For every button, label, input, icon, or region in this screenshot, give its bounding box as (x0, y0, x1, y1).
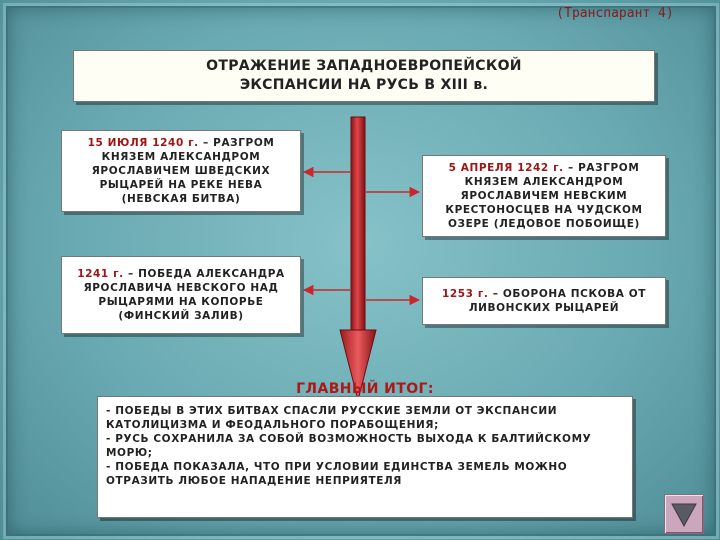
main-title-box (73, 50, 655, 102)
main-result-box (97, 381, 633, 518)
event-box-1253 (422, 277, 666, 325)
result-line: - ПОБЕДА ПОКАЗАЛА, ЧТО ПРИ УСЛОВИИ ЕДИНСТВА ЗЕМЕЛЬ МОЖНО (106, 461, 568, 473)
event-text-line: РЫЦАРЕЙ НА РЕКЕ НЕВА (99, 179, 263, 191)
event-text-line: ЯРОСЛАВИЧА НЕВСКОГО НАД (83, 282, 279, 294)
event-text-line: (НЕВСКАЯ БИТВА) (121, 193, 241, 205)
event-text-line: – РАЗГРОМ (203, 137, 275, 149)
event-text-line: РЫЦАРЯМИ НА КОПОРЬЕ (98, 296, 264, 308)
result-line: - ПОБЕДЫ В ЭТИХ БИТВАХ СПАСЛИ РУССКИЕ ЗЕМЛИ ОТ ЭКСПАНСИИ (106, 405, 558, 417)
title-line-2: ЭКСПАНСИИ НА РУСЬ В XIII в. (239, 77, 489, 93)
event-date: 1241 г. (77, 268, 124, 280)
event-box-1241 (61, 256, 301, 334)
result-line: ОТРАЗИТЬ ЛЮБОЕ НАПАДЕНИЕ НЕПРИЯТЕЛЯ (106, 475, 402, 487)
event-text-line: ЛИВОНСКИХ РЫЦАРЕЙ (468, 302, 620, 314)
timeline-arrow-shaft (351, 117, 365, 335)
event-text-line: КНЯЗЕМ АЛЕКСАНДРОМ (464, 176, 624, 188)
event-text-line: ЯРОСЛАВИЧЕМ НЕВСКИМ (460, 190, 628, 202)
event-box-1240 (61, 130, 301, 212)
event-date: 15 ИЮЛЯ 1240 г. (87, 137, 199, 149)
event-box-1242 (422, 155, 666, 237)
event-text-line: ЯРОСЛАВИЧЕМ ШВЕДСКИХ (91, 165, 271, 177)
event-text-line: КНЯЗЕМ АЛЕКСАНДРОМ (101, 151, 261, 163)
event-date: 5 АПРЕЛЯ 1242 г. (448, 162, 564, 174)
event-text-line: ОЗЕРЕ (ЛЕДОВОЕ ПОБОИЩЕ) (448, 218, 640, 230)
result-heading: ГЛАВНЫЙ ИТОГ: (296, 381, 434, 397)
result-line: КАТОЛИЦИЗМА И ФЕОДАЛЬНОГО ПОРАБОЩЕНИЯ; (106, 419, 439, 431)
title-line-1: ОТРАЖЕНИЕ ЗАПАДНОЕВРОПЕЙСКОЙ (206, 58, 522, 74)
result-line: МОРЮ; (106, 447, 153, 459)
slide-caption: (Транспарант 4) (556, 6, 674, 21)
event-text-line: – РАЗГРОМ (568, 162, 640, 174)
event-text-line: (ФИНСКИЙ ЗАЛИВ) (118, 310, 244, 322)
event-text-line: – ОБОРОНА ПСКОВА ОТ (492, 288, 647, 300)
event-text-line: КРЕСТОНОСЦЕВ НА ЧУДСКОМ (445, 204, 643, 216)
event-date: 1253 г. (441, 288, 489, 300)
event-text-line: – ПОБЕДА АЛЕКСАНДРА (128, 268, 285, 280)
result-line: - РУСЬ СОХРАНИЛА ЗА СОБОЙ ВОЗМОЖНОСТЬ ВЫХОДА К БАЛТИЙСКОМУ (106, 433, 592, 445)
next-slide-button[interactable] (664, 494, 704, 534)
triangle-down-icon (665, 495, 703, 533)
